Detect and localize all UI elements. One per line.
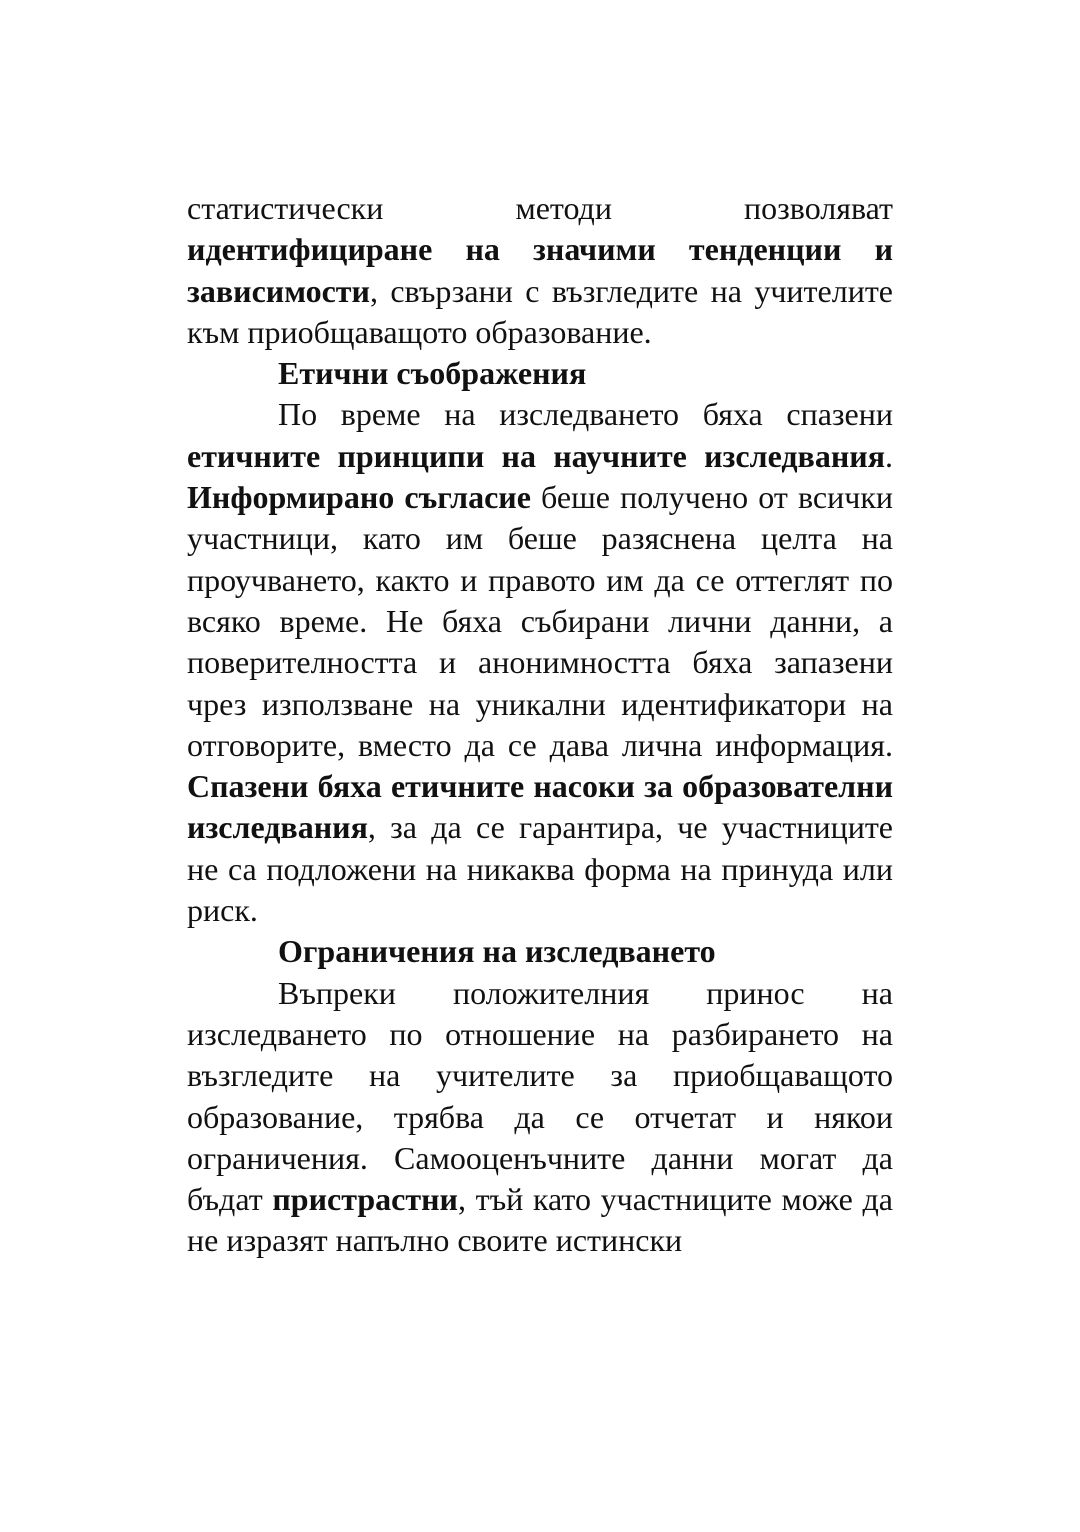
bold-phrase: етичните принципи на научните изследвания <box>187 437 885 474</box>
document-page <box>187 188 893 1262</box>
paragraph-text: , за да се гарантира, че участниците не са подложени на никаква форма на принуда или риск. <box>187 809 893 929</box>
paragraph-text: беше получено от всички участници, като им беше разяснена целта на проучването, както и правото им да се оттеглят по всяко време. Не бяха събирани лични данни, а поверителността и анонимността бяха запазени чрез използване на уникални идентификатори на отговорите, вместо да се дава лична информация. <box>187 479 894 763</box>
paragraph-text: , тъй като участниците може да не изразят напълно своите истински <box>187 1181 894 1259</box>
paragraph-methods <box>187 188 893 353</box>
section-heading-ethics: Етични съображения <box>278 355 587 392</box>
paragraph-text: . <box>885 437 893 474</box>
paragraph-text: Въпреки положителния принос на изследването по отношение на разбирането на възгледите на учителите за приобщаващото образование, трябва да се отчетат и някои ограничения. Самооценъчните данни могат да бъдат <box>187 974 893 1218</box>
section-heading-limitations: Ограничения на изследването <box>278 933 716 970</box>
bold-phrase: Информирано съгласие <box>187 479 531 516</box>
paragraph-text: , свързани с възгледите на учителите към приобщаващото образование. <box>187 272 893 350</box>
paragraph-text: статистически методи позволяват <box>187 190 893 226</box>
bold-phrase: идентифициране на значими тенденции и зависимости <box>187 231 893 309</box>
bold-phrase: Спазени бяха етичните насоки за образователни изследвания <box>187 768 893 846</box>
bold-phrase: пристрастни <box>272 1181 458 1218</box>
paragraph-text: По време на изследването бяха спазени <box>278 396 893 433</box>
paragraph-ethics <box>187 394 893 931</box>
paragraph-limitations <box>187 973 893 1262</box>
